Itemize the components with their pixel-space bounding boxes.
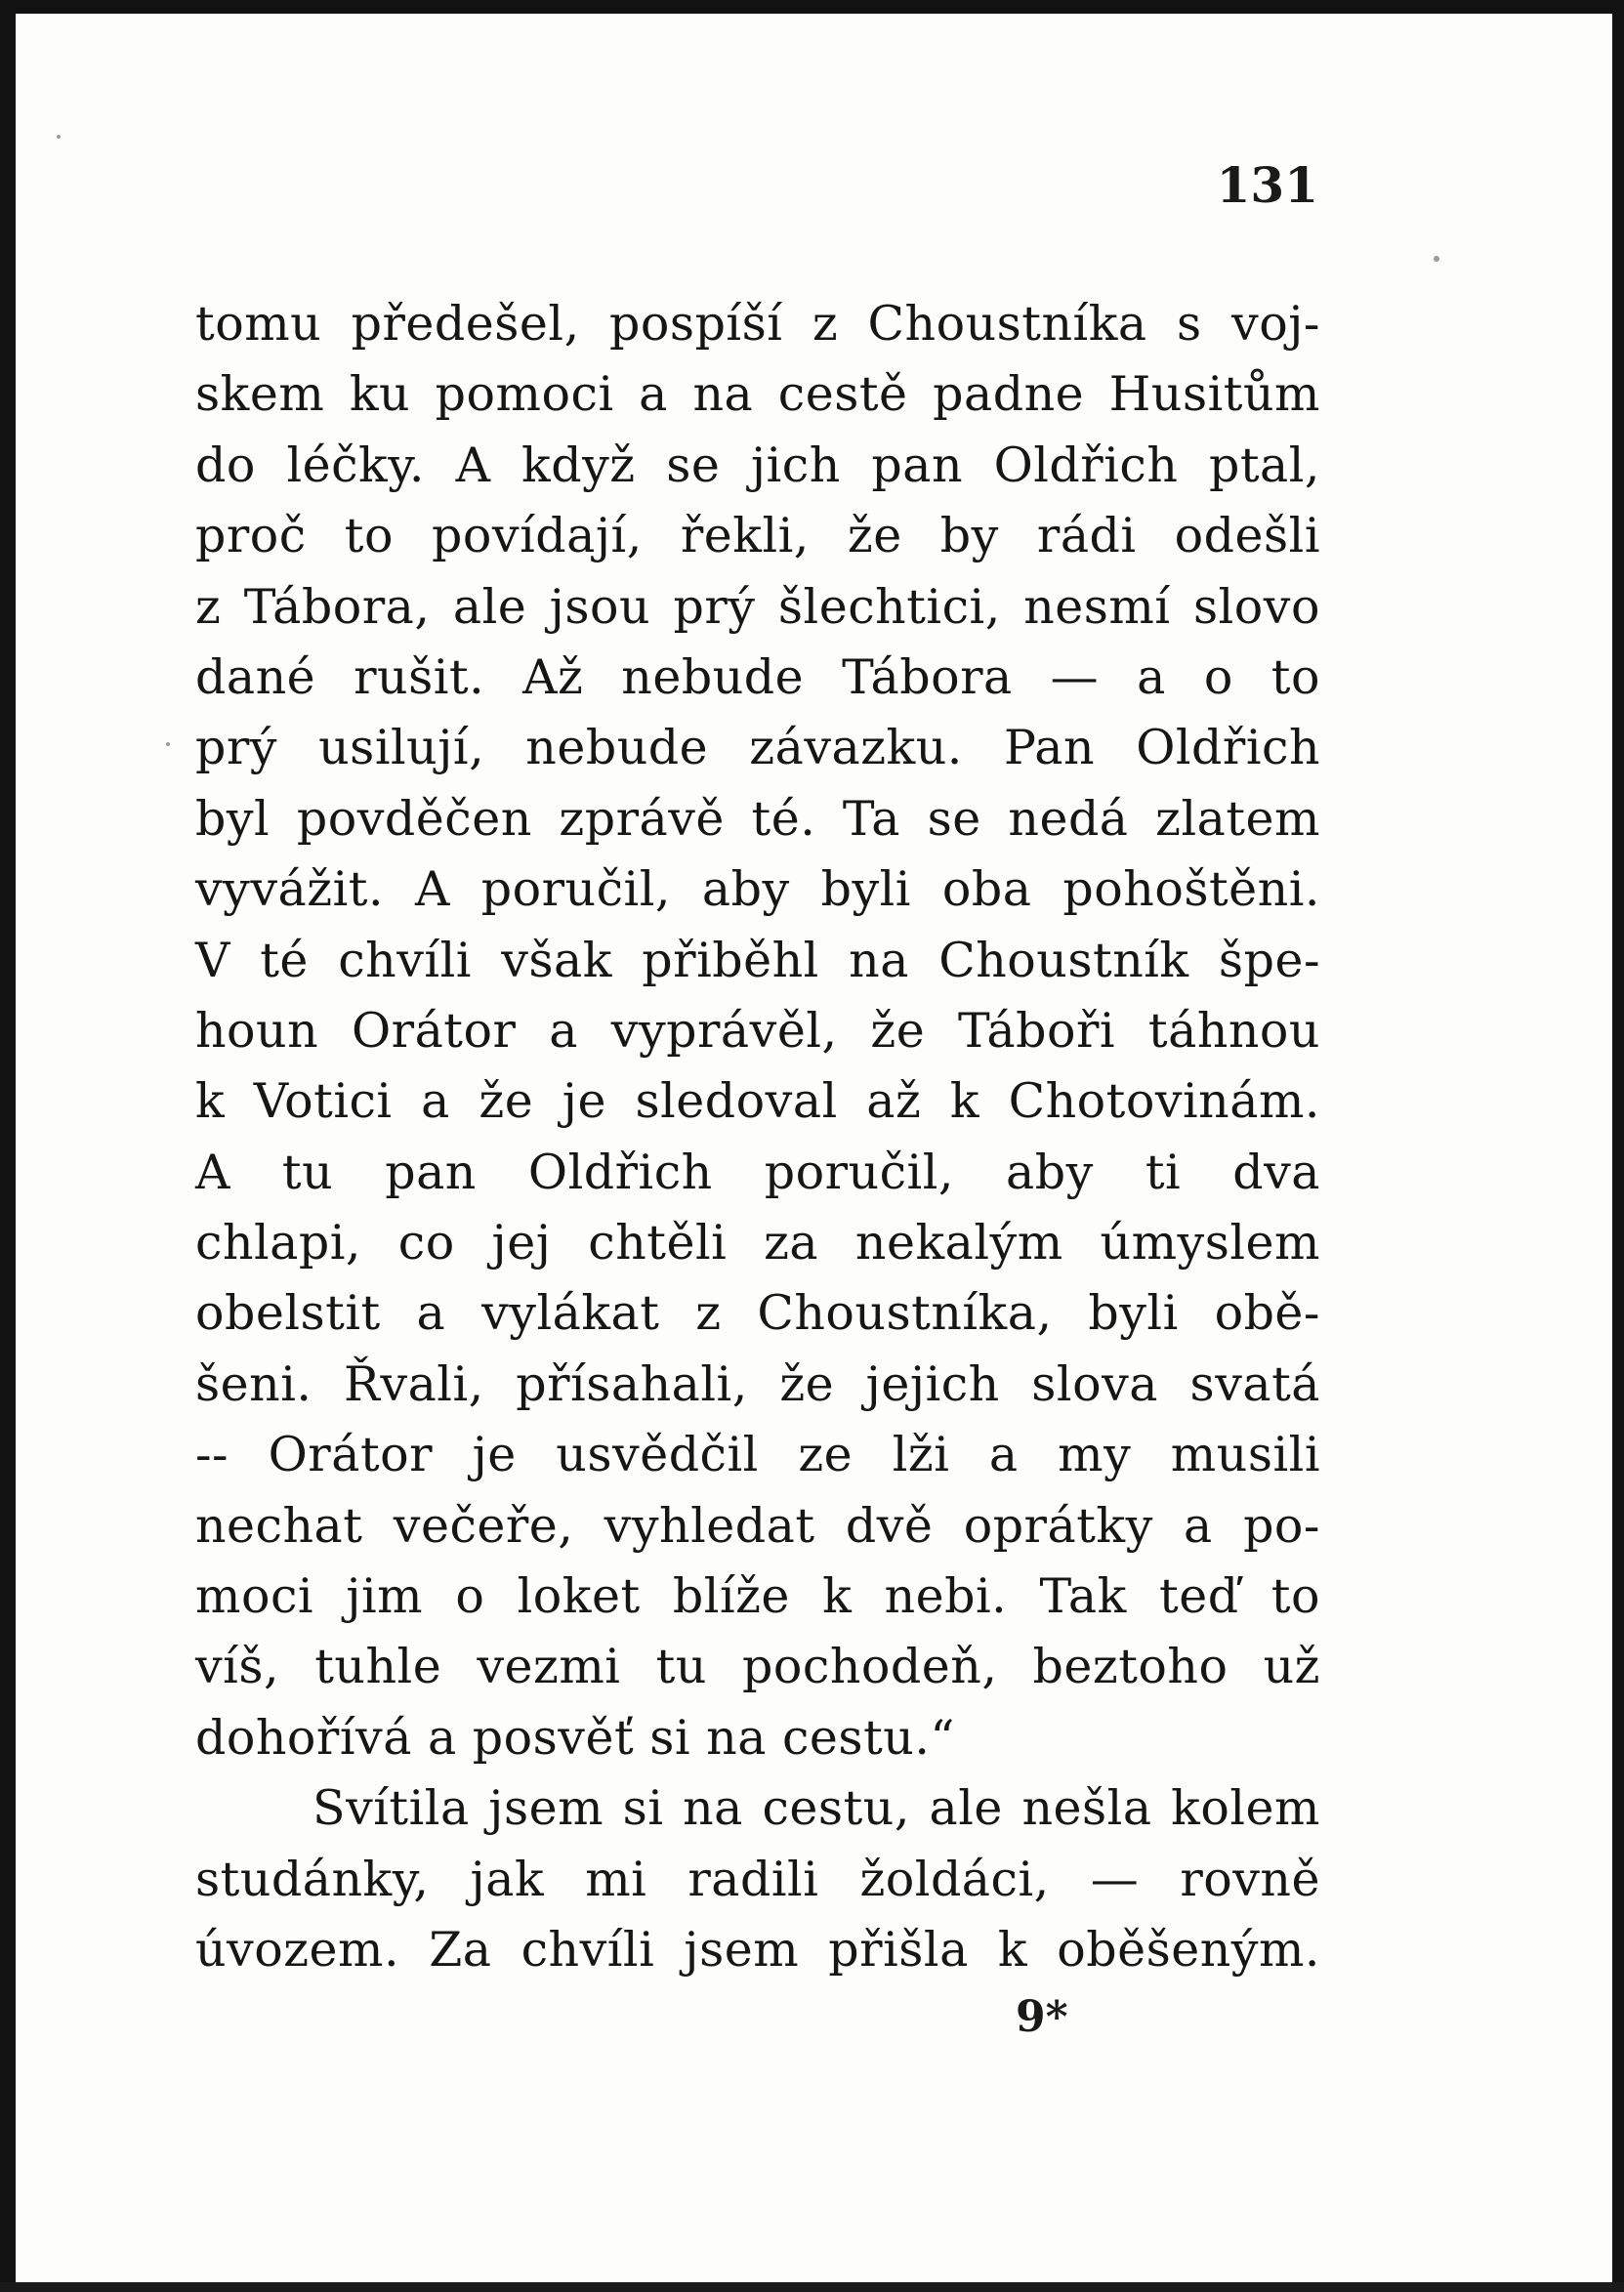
scan-speck — [1434, 256, 1439, 262]
text-line: obelstit a vylákat z Choustníka, byli obě- — [195, 1285, 1320, 1342]
scan-border-left — [0, 0, 16, 2292]
page-number: 131 — [1216, 156, 1318, 214]
text-line: vyvážit. A poručil, aby byli oba pohoštěni. — [195, 861, 1320, 918]
text-line: Svítila jsem si na cestu, ale nešla kolem — [312, 1780, 1320, 1837]
text-line: proč to povídají, řekli, že by rádi odešli — [195, 508, 1320, 564]
scan-speck — [166, 742, 170, 746]
text-line: k Votici a že je sledoval až k Chotovinám. — [195, 1073, 1320, 1130]
printer-signature-mark: 9* — [1016, 1992, 1068, 2042]
text-line: skem ku pomoci a na cestě padne Husitům — [195, 366, 1320, 423]
text-line: z Tábora, ale jsou prý šlechtici, nesmí slovo — [195, 578, 1320, 635]
text-line: moci jim o loket blíže k nebi. Tak teď to — [195, 1568, 1320, 1625]
scan-border-right — [1612, 0, 1624, 2292]
text-line: šeni. Řvali, přísahali, že jejich slova svatá — [195, 1355, 1320, 1412]
text-line: úvozem. Za chvíli jsem přišla k oběšeným. — [195, 1921, 1320, 1978]
text-line: byl povděčen zprávě té. Ta se nedá zlatem — [195, 790, 1320, 847]
text-line: A tu pan Oldřich poručil, aby ti dva — [195, 1144, 1320, 1200]
text-line: tomu předešel, pospíší z Choustníka s voj- — [195, 296, 1320, 352]
text-line: houn Orátor a vyprávěl, že Táboři táhnou — [195, 1002, 1320, 1059]
text-line: V té chvíli však přiběhl na Choustník špe- — [195, 932, 1320, 988]
text-line: dohořívá a posvěť si na cestu.“ — [195, 1709, 955, 1766]
scan-border-top — [0, 0, 1624, 14]
text-line: víš, tuhle vezmi tu pochodeň, beztoho už — [195, 1639, 1320, 1695]
scan-speck — [57, 135, 61, 139]
text-line: do léčky. A když se jich pan Oldřich ptal, — [195, 437, 1320, 493]
paragraph — [195, 1773, 1320, 1985]
text-line: studánky, jak mi radili žoldáci, — rovně — [195, 1851, 1320, 1907]
paragraph — [195, 289, 1320, 1773]
scan-border-bottom — [0, 2282, 1624, 2292]
text-line: -- Orátor je usvědčil ze lži a my musili — [195, 1427, 1320, 1483]
text-line: chlapi, co jej chtěli za nekalým úmyslem — [195, 1215, 1320, 1271]
body-text — [195, 289, 1320, 1985]
text-line: nechat večeře, vyhledat dvě oprátky a po- — [195, 1497, 1320, 1554]
text-line: prý usilují, nebude závazku. Pan Oldřich — [195, 720, 1320, 776]
text-line: dané rušit. Až nebude Tábora — a o to — [195, 648, 1320, 705]
